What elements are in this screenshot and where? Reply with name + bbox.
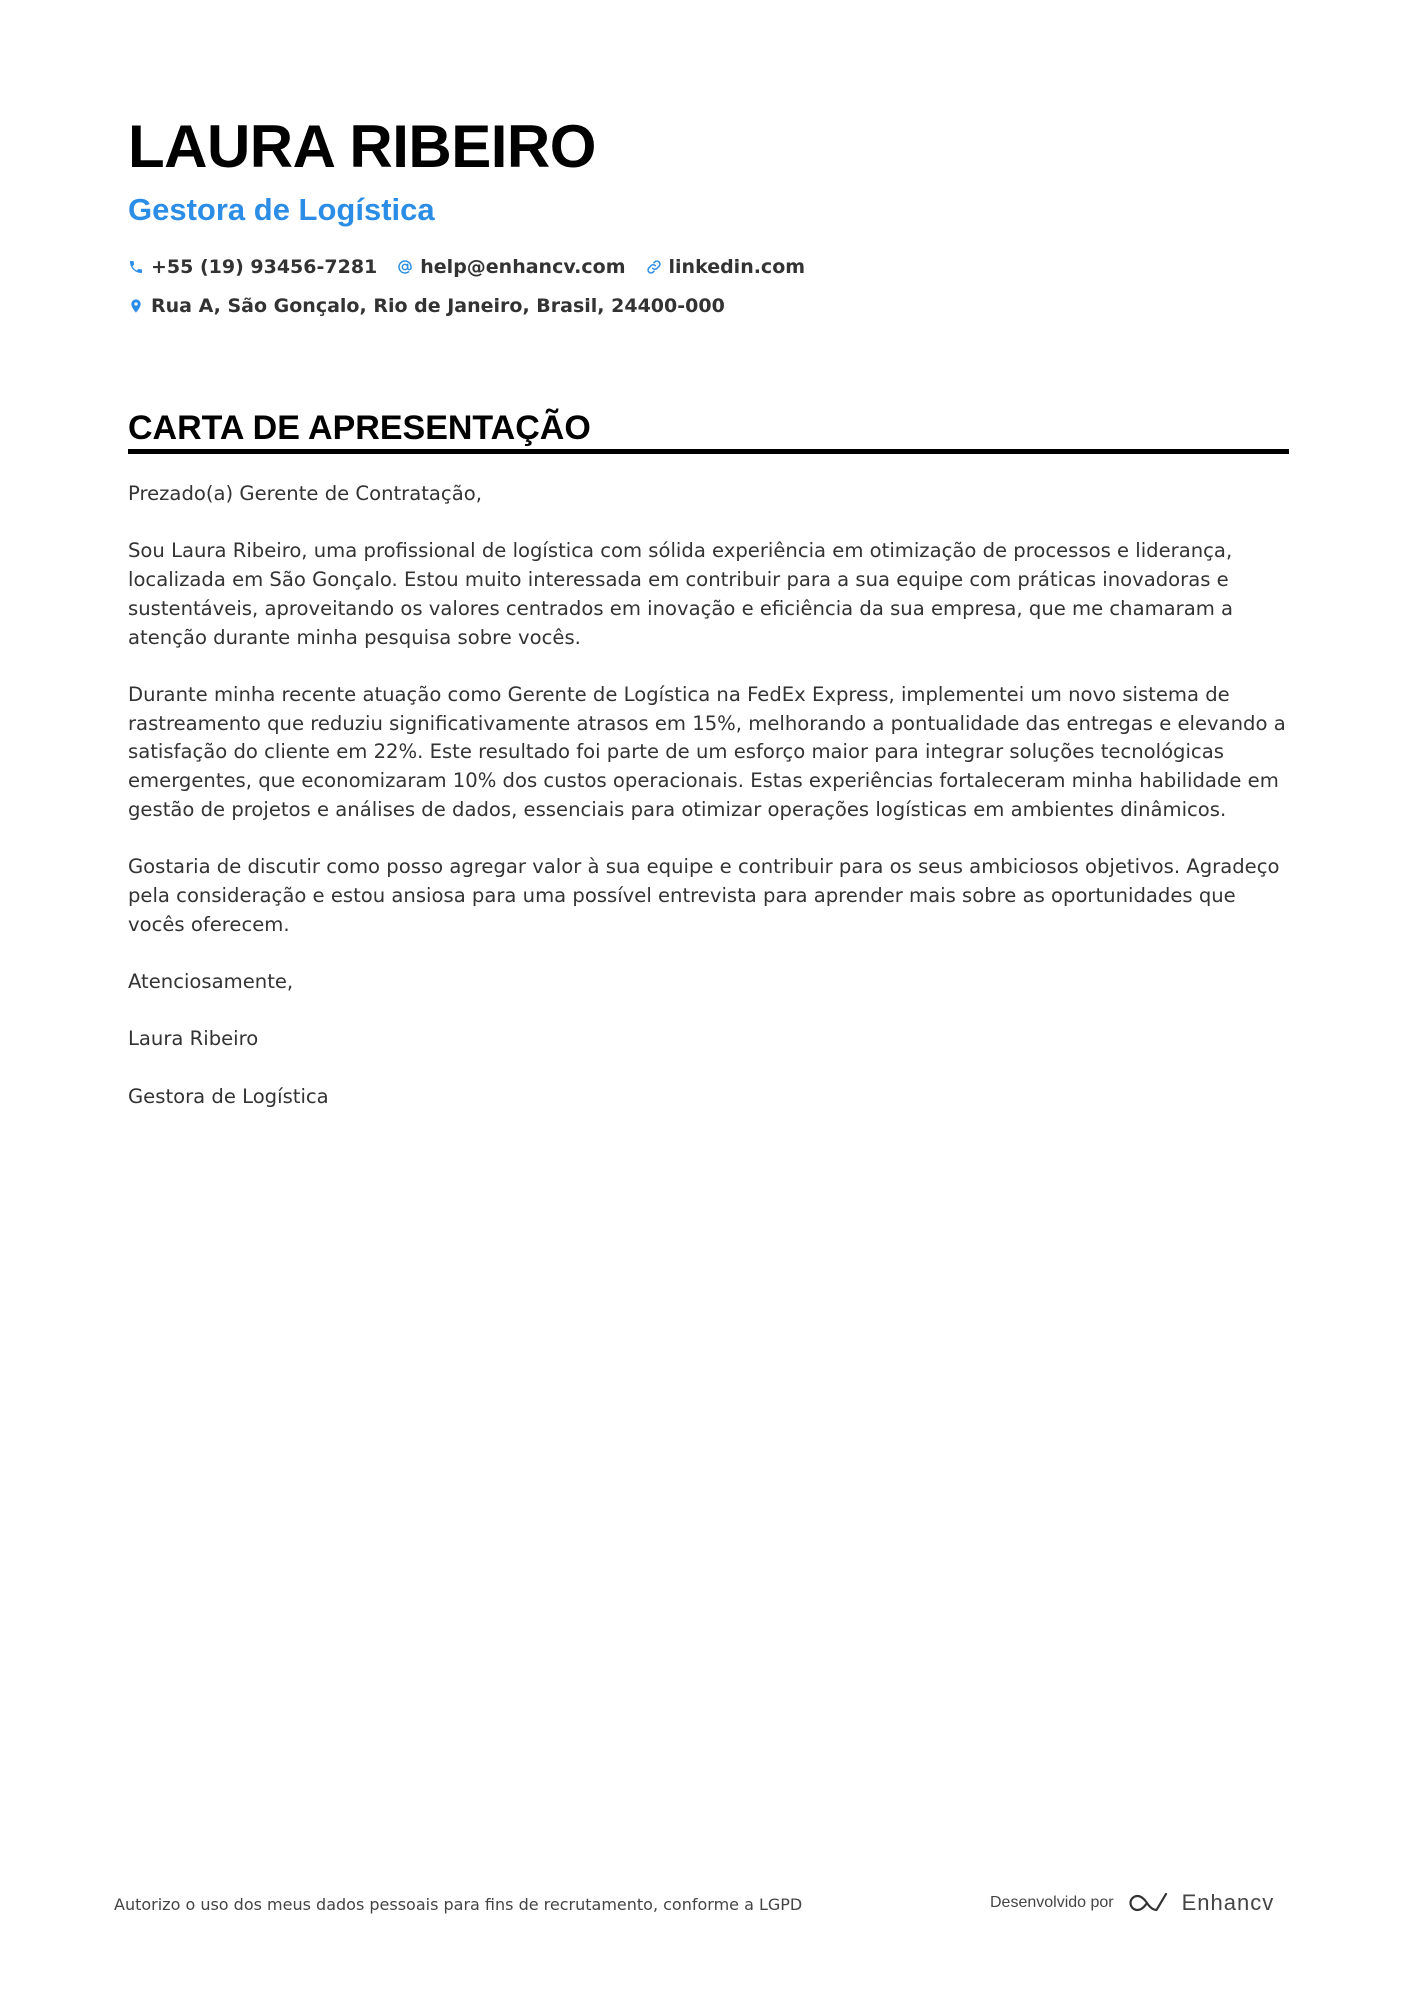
letter-paragraph: Durante minha recente atuação como Gerente de Logística na FedEx Express, implementei um novo sistema de rastreamento que reduziu significativamente atrasos em 15%, melhorando a pontualidade das entregas e elevando a satisfação do cliente em 22%. Este resultado foi parte de um esforço maior para integrar soluções tecnológicas emergentes, que economizaram 10% dos custos operacionais. Estas experiências fortaleceram minha habilidade em gestão de projetos e análises de dados, essenciais para otimizar operações logísticas em ambientes dinâmicos. xyxy=(128,682,1286,821)
powered-by-label: Desenvolvido por xyxy=(990,1894,1114,1911)
link-text: linkedin.com xyxy=(668,256,806,278)
link-icon xyxy=(646,259,662,275)
contact-email[interactable] xyxy=(397,256,625,278)
powered-by[interactable] xyxy=(990,1890,1274,1916)
section-heading: CARTA DE APRESENTAÇÃO xyxy=(128,409,591,447)
brand-name: Enhancv xyxy=(1181,1890,1275,1915)
phone-text: +55 (19) 93456-7281 xyxy=(151,256,378,278)
signature-name: Laura Ribeiro xyxy=(128,1027,259,1051)
closing: Atenciosamente, xyxy=(128,969,294,993)
candidate-name: LAURA RIBEIRO xyxy=(128,113,596,180)
salutation: Prezado(a) Gerente de Contratação, xyxy=(128,482,482,505)
letter-paragraph: Gostaria de discutir como posso agregar valor à sua equipe e contribuir para os seus ambiciosos objetivos. Agradeço pela consideração e estou ansiosa para uma possível entrevista para aprender mais sobre as oportunidades que vocês oferecem. xyxy=(128,855,1280,936)
signature-title: Gestora de Logística xyxy=(128,1084,329,1108)
contact-address xyxy=(128,295,725,317)
at-icon xyxy=(397,259,413,275)
enhancv-logo-icon xyxy=(1126,1890,1172,1916)
address-text: Rua A, São Gonçalo, Rio de Janeiro, Brasil, 24400-000 xyxy=(151,295,725,317)
address-row xyxy=(128,291,745,321)
letter-paragraph: Sou Laura Ribeiro, uma profissional de logística com sólida experiência em otimização de processos e liderança, localizada em São Gonçalo. Estou muito interessada em contribuir para a sua equipe com práticas inovadoras e sustentáveis, aproveitando os valores centrados em inovação e eficiência da sua empresa, que me chamaram a atenção durante minha pesquisa sobre vocês. xyxy=(128,539,1234,649)
consent-note: Autorizo o uso dos meus dados pessoais para fins de recrutamento, conforme a LGPD xyxy=(114,1895,803,1914)
phone-icon xyxy=(128,259,144,275)
contact-row xyxy=(128,252,825,282)
email-text: help@enhancv.com xyxy=(420,256,626,278)
section-divider xyxy=(128,449,1289,454)
contact-phone[interactable] xyxy=(128,256,377,278)
letter-body xyxy=(128,480,1293,1140)
contact-link[interactable] xyxy=(646,256,806,278)
location-pin-icon xyxy=(128,298,144,314)
job-title: Gestora de Logística xyxy=(128,192,435,227)
